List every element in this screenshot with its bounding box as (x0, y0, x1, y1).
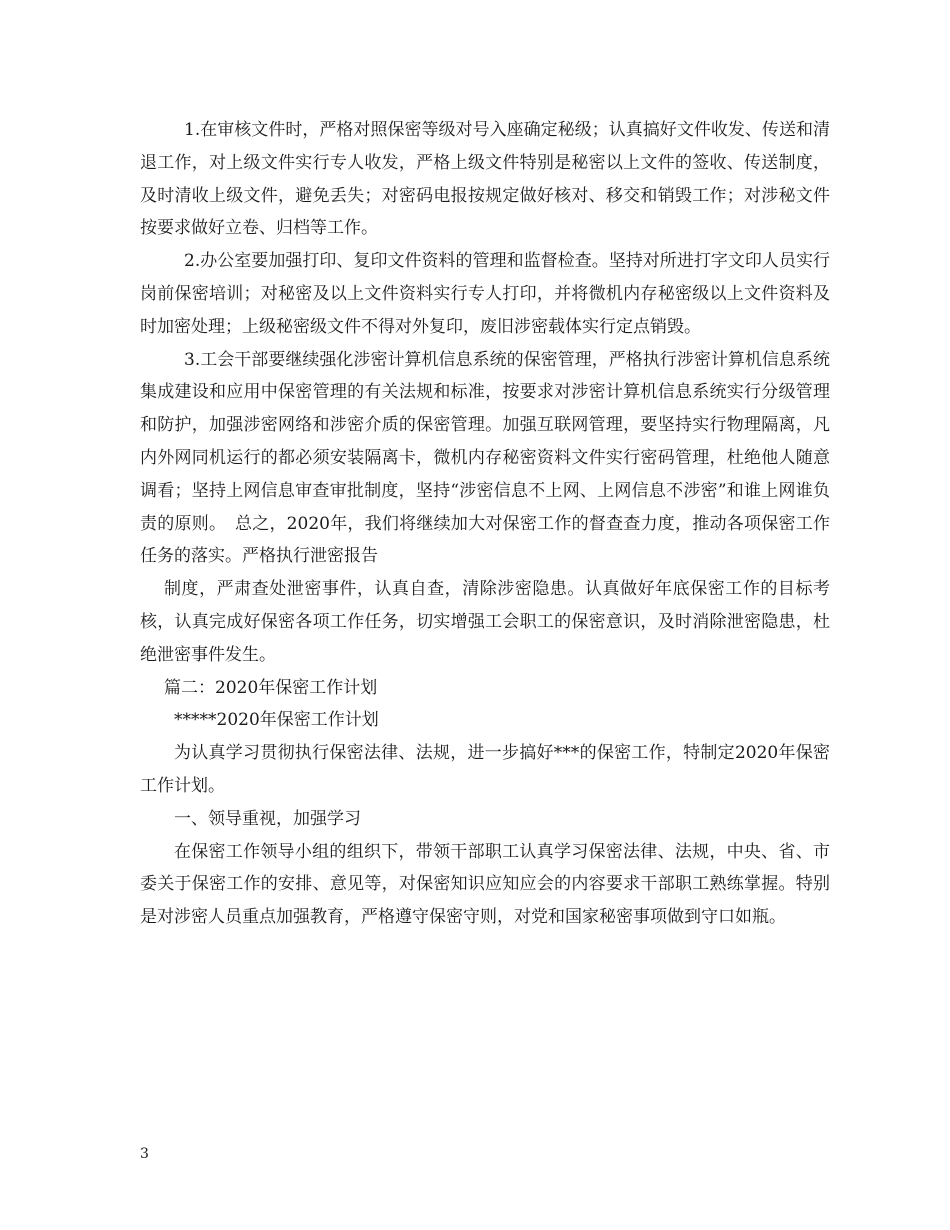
section-heading-part-two: 篇二：2020年保密工作计划 (164, 677, 378, 698)
document-title: *****2020年保密工作计划 (174, 710, 379, 731)
document-body (140, 114, 830, 934)
page-number: 3 (140, 1146, 149, 1162)
paragraph-item-2: 2.办公室要加强打印、复印文件资料的管理和监督检查。坚持对所进打字文印人员实行岗前保密培训；对秘密及以上文件资料实行专人打印，并将微机内存秘密级以上文件资料及时加密处理；上级秘密级文件不得对外复印，废旧涉密载体实行定点销毁。 (140, 251, 830, 337)
paragraph-continuation: 制度，严肃查处泄密事件，认真自查，清除涉密隐患。认真做好年底保密工作的目标考核，认真完成好保密各项工作任务，切实增强工会职工的保密意识，及时消除泄密隐患，杜绝泄密事件发生。 (140, 579, 830, 665)
paragraph-item-3: 3.工会干部要继续强化涉密计算机信息系统的保密管理，严格执行涉密计算机信息系统集成建设和应用中保密管理的有关法规和标准，按要求对涉密计算机信息系统实行分级管理和防护，加强涉密网络和涉密介质的保密管理。加强互联网管理，要坚持实行物理隔离，凡内外网同机运行的都必须安装隔离卡，微机内存秘密资料文件实行密码管理，杜绝他人随意调看；坚持上网信息审查审批制度，坚持“涉密信息不上网、上网信息不涉密”和谁上网谁负责的原则。 总之，2020年，我们将继续加大对保密工作的督查查力度，推动各项保密工作任务的落实。严格执行泄密报告 (140, 349, 830, 567)
paragraph-item-1: 1.在审核文件时，严格对照保密等级对号入座确定秘级；认真搞好文件收发、传送和清退工作，对上级文件实行专人收发，严格上级文件特别是秘密以上文件的签收、传送制度，及时清收上级文件，避免丢失；对密码电报按规定做好核对、移交和销毁工作；对涉秘文件按要求做好立卷、归档等工作。 (140, 120, 830, 239)
section-one-paragraph: 在保密工作领导小组的组织下，带领干部职工认真学习保密法律、法规，中央、省、市委关于保密工作的安排、意见等，对保密知识应知应会的内容要求干部职工熟练掌握。特别是对涉密人员重点加强教育，严格遵守保密守则，对党和国家秘密事项做到守口如瓶。 (140, 841, 830, 928)
section-heading-one: 一、领导重视，加强学习 (174, 808, 361, 829)
intro-paragraph: 为认真学习贯彻执行保密法律、法规，进一步搞好***的保密工作，特制定2020年保密工作计划。 (140, 743, 830, 796)
